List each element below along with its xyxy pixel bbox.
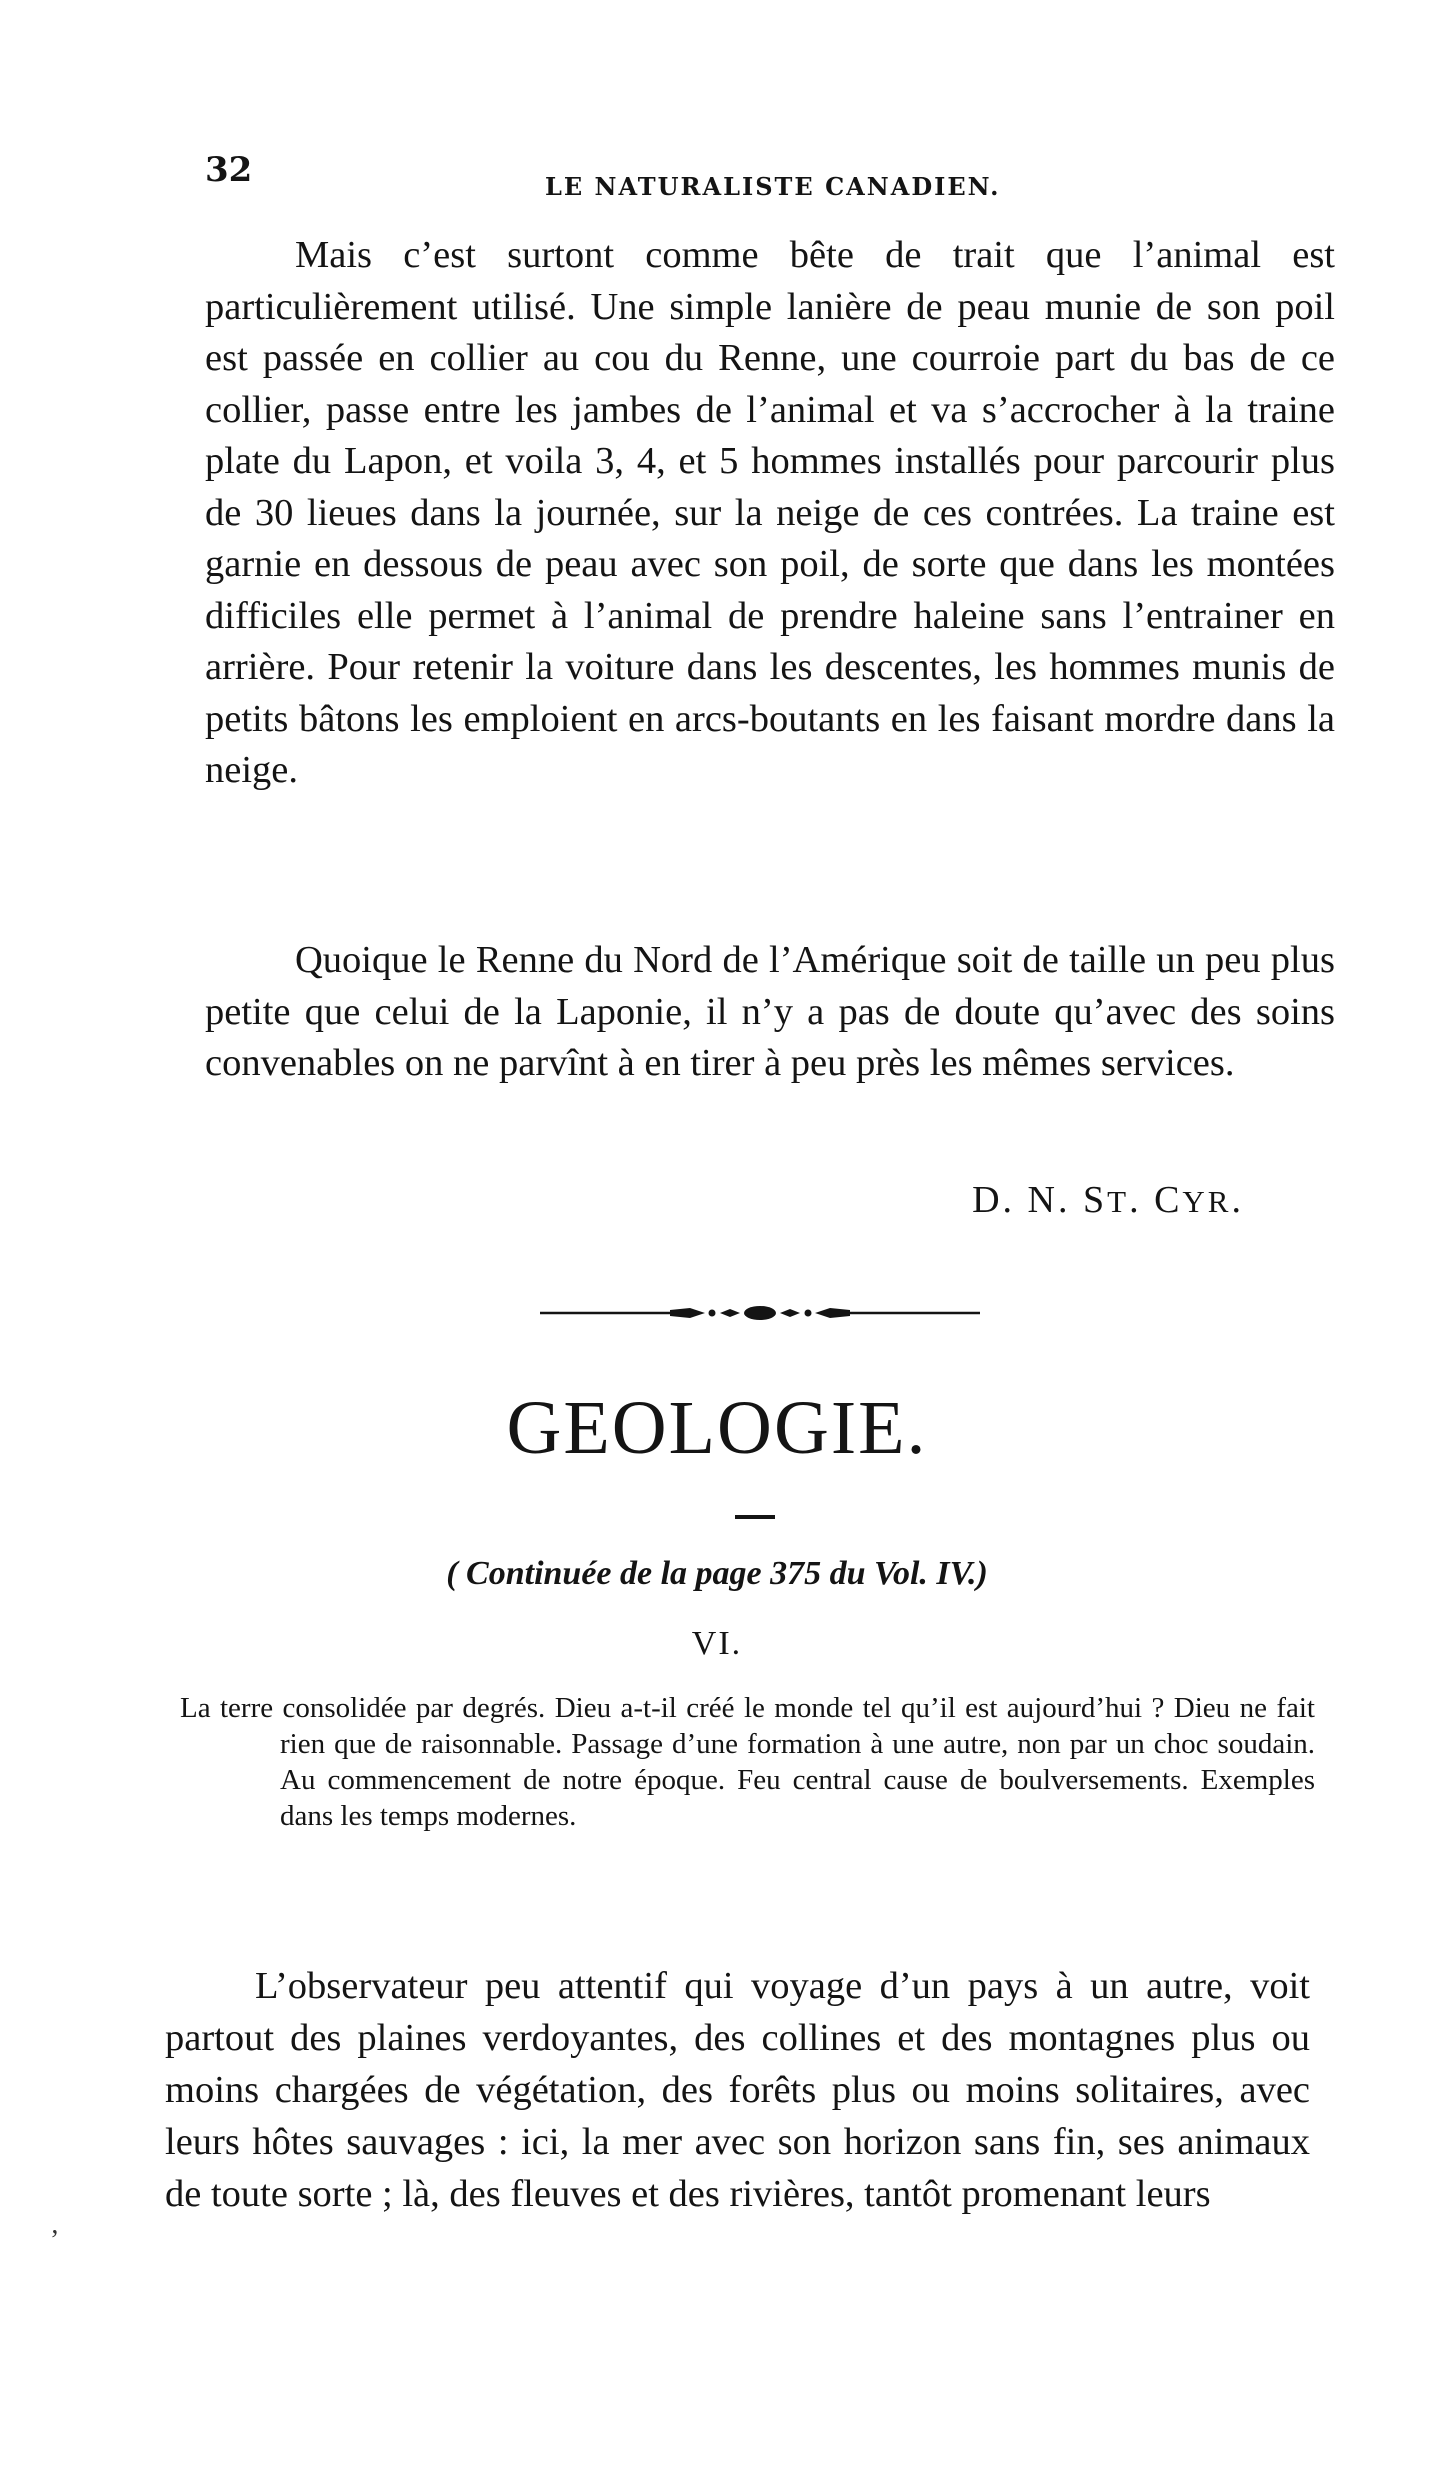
continuation-note: ( Continuée de la page 375 du Vol. IV.): [446, 1555, 988, 1592]
running-head: [205, 150, 1335, 210]
signature-initials: D. N. S: [972, 1179, 1108, 1221]
page-number: 32: [205, 150, 253, 190]
section-title: GEOLOGIE.: [506, 1386, 928, 1470]
signature-mid: . C: [1129, 1179, 1183, 1221]
article-paragraph-2: Quoique le Renne du Nord de l’Amérique soit de taille un peu plus petite que celui de la Laponie, il n’y a pas de doute qu’avec des soins convenables on ne parvînt à en tirer à peu près les mêmes services.: [205, 939, 1335, 1084]
signature-end: .: [1231, 1179, 1244, 1221]
journal-title: LE NATURALISTE CANADIEN.: [545, 172, 1001, 201]
author-signature: [972, 1178, 1244, 1222]
chapter-summary: La terre consolidée par degrés. Dieu a-t-il créé le monde tel qu’il est aujourd’hui ? Dieu ne fait rien que de raisonnable. Passage d’une formation à une autre, non par un choc soudain. Au commencement de notre époque. Feu central cause de boulversements. Exemples dans les temps modernes.: [180, 1692, 1315, 1832]
geology-paragraph-1: L’observateur peu attentif qui voyage d’un pays à un autre, voit partout des plaines verdoyantes, des collines et des montagnes plus ou moins chargées de végétation, des forêts plus ou moins solitaires, avec leurs hôtes sauvages : ici, la mer avec son horizon sans fin, ses animaux de toute sorte ; là, des fleuves et des rivières, tantôt promenant leurs: [165, 1965, 1310, 2215]
article-paragraph-1: Mais c’est surtont comme bête de trait que l’animal est particulièrement utilisé. Une simple lanière de peau munie de son poil est passée en collier au cou du Renne, une courroie part du bas de ce collier, passe entre les jambes de l’animal et va s’accrocher à la traine plate du Lapon, et voila 3, 4, et 5 hommes installés pour parcourir plus de 30 lieues dans la journée, sur la neige de ces contrées. La traine est garnie en dessous de peau avec son poil, de sorte que dans les montées difficiles elle permet à l’animal de prendre haleine sans l’entrainer en arrière. Pour retenir la voiture dans les descentes, les hommes munis de petits bâtons les emploient en arcs-boutants en les faisant mordre dans la neige.: [205, 234, 1335, 791]
ornamental-divider-icon: [540, 1300, 980, 1326]
margin-mark: ’: [50, 2225, 60, 2256]
signature-small-caps-1: T: [1107, 1184, 1130, 1219]
signature-small-caps-2: YR: [1182, 1184, 1232, 1219]
short-divider: [735, 1515, 775, 1519]
chapter-number: VI.: [691, 1625, 743, 1662]
